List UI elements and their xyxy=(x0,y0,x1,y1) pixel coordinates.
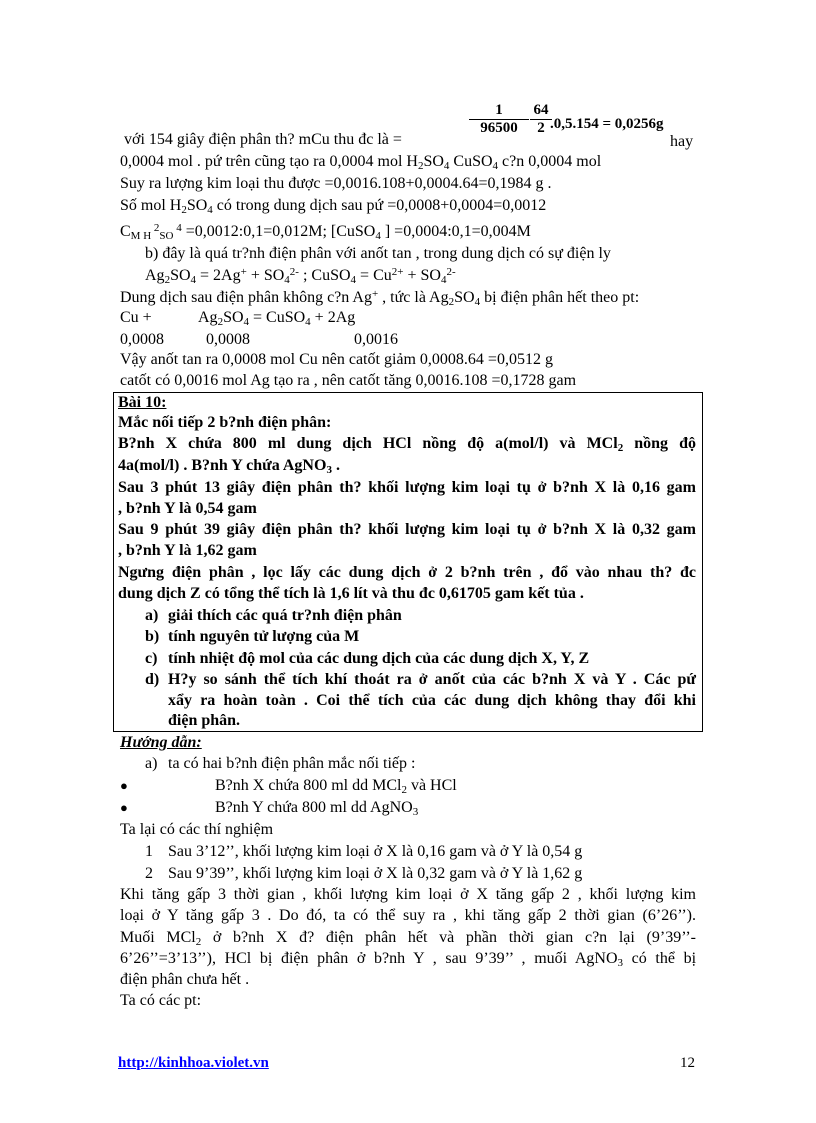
guide-title: Hướng dẫn: xyxy=(120,734,202,751)
problem-item-c-marker: c) xyxy=(145,650,158,667)
guide-exp-2-marker: 2 xyxy=(145,865,153,882)
frac1-denominator: 96500 xyxy=(480,120,518,136)
line-7: $Ag_2SO_4 = 2Ag^+ + SO_4^{2-}$ ; CuSO$_4$ = $Cu^{2+} + SO_4^{2-}$ xyxy=(145,266,456,286)
line-4: Số mol $H_2SO_4$ có trong dung dịch sau pứ =0,0008+0,0004=0,0012 xyxy=(120,197,547,216)
page-number: 12 xyxy=(680,1055,695,1071)
line-11: Vậy anốt tan ra 0,0008 mol Cu nên catốt giảm 0,0008.64 =0,0512 g xyxy=(120,351,553,368)
problem-line-4: Sau 3 phút 13 giây điện phân th? khối lượng kim loại tụ ở b?nh X là 0,16 gam xyxy=(118,479,696,496)
guide-exp-1-marker: 1 xyxy=(145,843,153,860)
guide-line-8: loại ở Y tăng gấp 3 . Do đó, ta có thể suy ra , khi tăng gấp 2 thời gian (6’26’’). xyxy=(120,907,696,924)
problem-item-b-marker: b) xyxy=(145,628,160,645)
line-10-b: 0,0008 xyxy=(206,331,250,348)
guide-exp-2: Sau 9’39’’, khối lượng kim loại ở X là 0,32 gam và ở Y là 1,62 g xyxy=(168,865,583,882)
line-3: Suy ra lượng kim loại thu được =0,0016.108+0,0004.64=0,1984 g . xyxy=(120,175,552,192)
guide-flask-y: B?nh Y chứa 800 ml dd AgNO$_3$ xyxy=(215,799,419,818)
guide-line-7: Khi tăng gấp 3 thời gian , khối lượng kim loại ở X tăng gấp 2 , khối lượng kim xyxy=(120,886,696,903)
guide-line-9: Muối MCl$_2$ ở b?nh X đ? điện phân hết và phần thời gian c?n lại (9’39’’- xyxy=(120,929,696,948)
calc-prefix: với 154 giây điện phân th? mCu thu đc là = xyxy=(124,131,402,148)
frac1-numerator: 1 xyxy=(469,102,529,120)
line-5: $C_{M H}$ $^2_{SO}$ $^4$ =0,0012:0,1=0,012M; [CuSO$_4$ ] =0,0004:0,1=0,004M xyxy=(120,222,531,242)
problem-item-d: H?y so sánh thể tích khí thoát ra ở anốt của các b?nh X và Y . Các pứ xyxy=(168,671,696,688)
problem-item-b: tính nguyên tử lượng của M xyxy=(168,628,360,645)
line-6: b) đây là quá tr?nh điện phân với anốt tan , trong dung dịch có sự điện ly xyxy=(145,245,611,262)
problem-item-d-line-2: xẩy ra hoàn toàn . Coi thể tích của các dung dịch không thay đổi khi xyxy=(168,692,696,709)
problem-line-7: , b?nh Y là 1,62 gam xyxy=(118,542,257,559)
guide-flask-x: B?nh X chứa 800 ml dd MCl$_2$ và HCl xyxy=(215,777,457,796)
problem-item-a-marker: a) xyxy=(145,607,159,624)
problem-line-3: 4a(mol/l) . B?nh Y chứa AgNO$_3$ . xyxy=(118,457,340,476)
calc-result: .0,5.154 = 0,0256g xyxy=(550,116,664,132)
problem-line-5: , b?nh Y là 0,54 gam xyxy=(118,500,257,517)
guide-line-12: Ta có các pt: xyxy=(120,992,202,1009)
guide-line-11: điện phân chưa hết . xyxy=(120,971,250,988)
line-2: 0,0004 mol . pứ trên cũng tạo ra 0,0004 mol $H_2SO_4$ CuSO$_4$ c?n 0,0004 mol xyxy=(120,153,602,172)
line-9-eq: $Ag_2SO_4$ = CuSO$_4$ + 2Ag xyxy=(198,309,356,328)
frac2-denominator: 2 xyxy=(537,120,545,136)
guide-exp-1: Sau 3’12’’, khối lượng kim loại ở X là 0,16 gam và ở Y là 0,54 g xyxy=(168,843,583,860)
fraction-1 xyxy=(469,102,529,137)
line-12: catốt có 0,0016 mol Ag tạo ra , nên catốt tăng 0,0016.108 =0,1728 gam xyxy=(120,372,577,389)
problem-item-d-marker: d) xyxy=(145,671,160,688)
guide-line-10: 6’26’’=3’13’’), HCl bị điện phân ở b?nh Y , sau 9’39’’ , muối AgNO$_3$ có thể bị xyxy=(120,950,697,969)
bullet-2: ● xyxy=(120,800,128,815)
line-10-a: 0,0008 xyxy=(120,331,164,348)
problem-line-1: Mắc nối tiếp 2 b?nh điện phân: xyxy=(118,414,332,431)
bullet-1: ● xyxy=(120,778,128,793)
problem-line-2: B?nh X chứa 800 ml dung dịch HCl nồng độ a(mol/l) và MCl$_2$ nồng độ xyxy=(118,435,696,454)
problem-line-9: dung dịch Z có tổng thể tích là 1,6 lít và thu đc 0,61705 gam kết tủa . xyxy=(118,585,584,602)
problem-item-c: tính nhiệt độ mol của các dung dịch của các dung dịch X, Y, Z xyxy=(168,650,590,667)
guide-line-4: Ta lại có các thí nghiệm xyxy=(120,821,274,838)
guide-item-a: ta có hai b?nh điện phân mắc nối tiếp : xyxy=(168,755,416,772)
problem-item-a: giải thích các quá tr?nh điện phân xyxy=(168,607,402,624)
problem-line-8: Ngưng điện phân , lọc lấy các dung dịch ở 2 b?nh trên , đổ vào nhau th? đc xyxy=(118,564,696,581)
fraction-2 xyxy=(530,102,552,137)
line-9-cu: Cu + xyxy=(120,309,152,326)
line-8: Dung dịch sau điện phân không c?n Ag+ , tức là $Ag_2SO_4$ bị điện phân hết theo pt: xyxy=(120,288,640,308)
problem-line-6: Sau 9 phút 39 giây điện phân th? khối lượng kim loại tụ ở b?nh X là 0,32 gam xyxy=(118,521,696,538)
frac2-numerator: 64 xyxy=(530,102,552,120)
problem-title: Bài 10: xyxy=(118,394,167,411)
calc-suffix: hay xyxy=(670,133,694,150)
guide-item-a-marker: a) xyxy=(145,755,158,772)
footer-link[interactable]: http://kinhhoa.violet.vn xyxy=(118,1055,269,1071)
problem-item-d-line-3: điện phân. xyxy=(168,712,241,729)
line-10-c: 0,0016 xyxy=(354,331,398,348)
